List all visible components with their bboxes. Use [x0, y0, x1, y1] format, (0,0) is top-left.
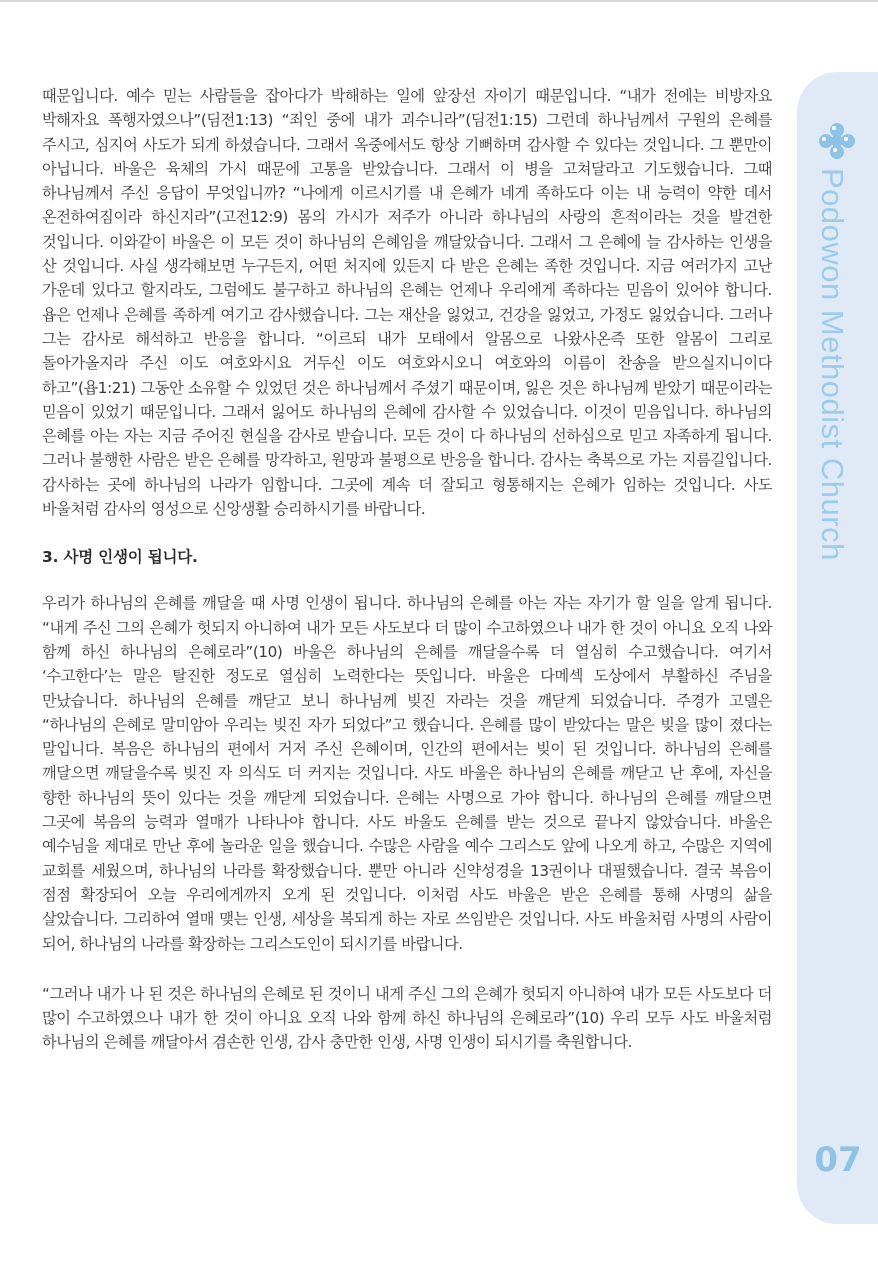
body-paragraph: 때문입니다. 예수 믿는 사람들을 잡아다가 박해하는 일에 앞장선 자이기 때문입니다. “내가 전에는 비방자요 박해자요 폭행자였으나”(딤전1:13) “죄인 중에 내가 괴수니라”(딤전1:15) 그런데 하나님께서 구원의 은혜를 주시고, 심지어 사도가 되게 하셨습니다. 그래서 옥중에서도 항상 기뻐하며 감사할 수 있다는 것입니다. 그 뿐만이 아닙니다. 바울은 육체의 가시 때문에 고통을 받았습니다. 그래서 이 병을 고쳐달라고 기도했습니다. 그때 하나님께서 주신 응답이 무엇입니까? “나에게 이르시기를 내 은혜가 네게 족하도다 이는 내 능력이 약한 데서 온전하여짐이라 하신지라”(고전12:9) 몸의 가시가 저주가 아니라 하나님의 사랑의 흔적이라는 것을 발견한 것입니다. 이와같이 바울은 이 모든 것이 하나님의 은혜임을 깨달았습니다. 그래서 그 은혜에 늘 감사하는 인생을 산 것입니다. 사실 생각해보면 누구든지, 어떤 처지에 있든지 다 받은 은혜는 족한 것입니다. 지금 여러가지 고난 가운데 있다고 할지라도, 그럼에도 불구하고 하나님의 은혜는 언제나 우리에게 족하다는 믿음이 있어야 합니다. 욥은 언제나 은혜를 족하게 여기고 감사했습니다. 그는 재산을 잃었고, 건강을 잃었고, 가정도 잃었습니다. 그러나 그는 감사로 해석하고 반응을 합니다. “이르되 내가 모태에서 알몸으로 나왔사온즉 또한 알몸이 그리로 돌아가올지라 주신 이도 여호와시요 거두신 이도 여호와시오니 여호와의 이름이 찬송을 받으실지니이다 하고”(욥1:21) 그동안 소유할 수 있었던 것은 하나님께서 주셨기 때문이며, 잃은 것은 하나님께 받았기 때문이라는 믿음이 있었기 때문입니다. 그래서 잃어도 하나님의 은혜에 감사할 수 있었습니다. 이것이 믿음입니다. 하나님의 은혜를 아는 자는 지금 주어진 현실을 감사로 받습니다. 모든 것이 다 하나님의 선하심으로 믿고 자족하게 됩니다. 그러나 불행한 사람은 받은 은혜를 망각하고, 원망과 불평으로 반응을 합니다. 감사는 축복으로 가는 지름길입니다. 감사하는 곳에 하나님의 나라가 임합니다. 그곳에 계속 더 잘되고 형통해지는 은혜가 임하는 것입니다. 사도 바울처럼 감사의 영성으로 신앙생활 승리하시기를 바랍니다.: [42, 87, 772, 519]
page-number: 07: [814, 1140, 862, 1180]
top-rule: [0, 0, 878, 2]
paragraph-gap: [42, 956, 772, 982]
grape-cluster-cross-icon: [818, 122, 856, 160]
article-body: [42, 84, 772, 1055]
church-name: Podowon Methodist Church: [815, 168, 850, 561]
body-paragraph: 우리가 하나님의 은혜를 깨달을 때 사명 인생이 됩니다. 하나님의 은혜를 아는 자는 자기가 할 일을 알게 됩니다. “내게 주신 그의 은혜가 헛되지 아니하여 내가 모든 사도보다 더 많이 수고하였으나 내가 한 것이 아니요 오직 나와 함께 하신 하나님의 은혜로라”(10) 바울은 하나님의 은혜를 깨달을수록 더 열심히 수고했습니다. 여기서 ‘수고한다’는 말은 탈진한 정도로 열심히 노력한다는 뜻입니다. 바울은 다메섹 도상에서 부활하신 주님을 만났습니다. 하나님의 은혜를 깨닫고 보니 하나님께 빚진 자라는 것을 깨닫게 되었습니다. 주경가 고델은 “하나님의 은혜로 말미암아 우리는 빚진 자가 되었다”고 했습니다. 은혜를 많이 받았다는 말은 빚을 많이 졌다는 말입니다. 복음은 하나님의 편에서 거저 주신 은혜이며, 인간의 편에서는 빚이 된 것입니다. 하나님의 은혜를 깨달으면 깨달을수록 빚진 자 의식도 더 커지는 것입니다. 사도 바울은 하나님의 은혜를 깨닫고 난 후에, 자신을 향한 하나님의 뜻이 있다는 것을 깨닫게 되었습니다. 은혜는 사명으로 가야 합니다. 하나님의 은혜를 깨달으면 그곳에 복음의 능력과 열매가 나타나야 합니다. 사도 바울도 은혜를 받는 것으로 끝나지 않았습니다. 바울은 예수님을 제대로 만난 후에 놀라운 일을 했습니다. 수많은 사람을 예수 그리스도 앞에 나오게 하고, 수많은 지역에 교회를 세웠으며, 하나님의 나라를 확장했습니다. 뿐만 아니라 신약성경을 13권이나 대필했습니다. 결국 복음이 점점 확장되어 오늘 우리에게까지 오게 된 것입니다. 이처럼 사도 바울은 받은 은혜를 통해 사명의 삶을 살았습니다. 그리하여 열매 맺는 인생, 세상을 복되게 하는 자로 쓰임받은 것입니다. 사도 바울처럼 사명의 사람이 되어, 하나님의 나라를 확장하는 그리스도인이 되시기를 바랍니다.: [42, 594, 773, 953]
section-heading: 3. 사명 인생이 됩니다.: [42, 548, 198, 567]
closing-paragraph: “그러나 내가 나 된 것은 하나님의 은혜로 된 것이니 내게 주신 그의 은혜가 헛되지 아니하여 내가 모든 사도보다 더 많이 수고하였으나 내가 한 것이 아니요 오직 나와 함께 하신 하나님의 은혜로라”(10) 우리 모두 사도 바울처럼 하나님의 은혜를 깨달아서 겸손한 인생, 감사 충만한 인생, 사명 인생이 되시기를 축원합니다.: [42, 984, 772, 1052]
